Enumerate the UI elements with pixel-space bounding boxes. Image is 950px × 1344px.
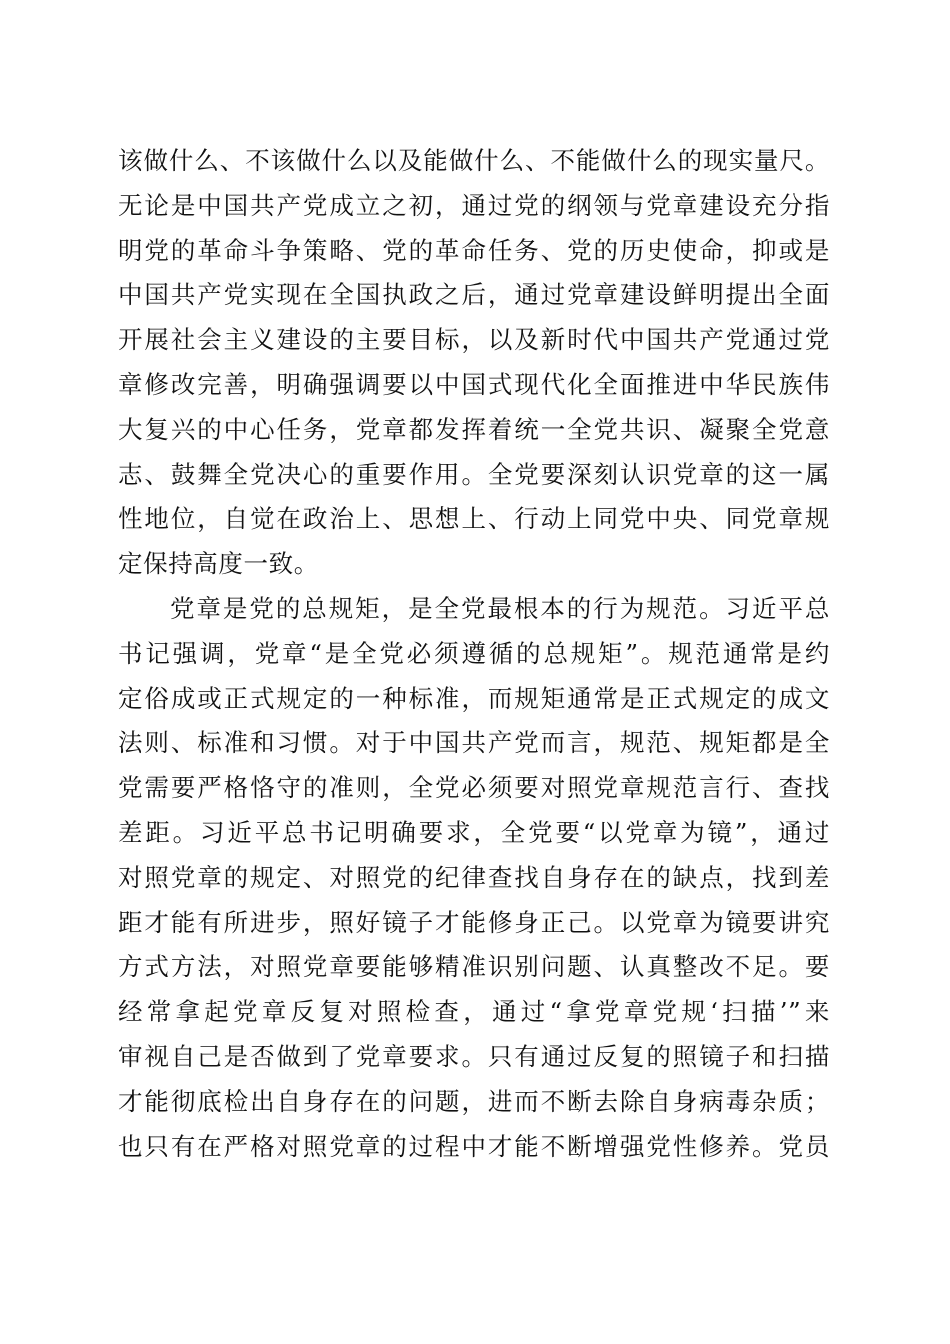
text-line: 经常拿起党章反复对照检查，通过“拿党章党规‘扫描’”来 — [118, 997, 830, 1027]
text-line: 对照党章的规定、对照党的纪律查找自身存在的缺点，找到差 — [118, 862, 830, 892]
text-line: 才能彻底检出自身存在的问题，进而不断去除自身病毒杂质； — [118, 1086, 830, 1116]
text-line: 定俗成或正式规定的一种标准，而规矩通常是正式规定的成文 — [118, 683, 830, 713]
text-line: 开展社会主义建设的主要目标，以及新时代中国共产党通过党 — [118, 325, 830, 355]
text-line: 性地位，自觉在政治上、思想上、行动上同党中央、同党章规 — [118, 504, 830, 534]
text-line: 党需要严格恪守的准则，全党必须要对照党章规范言行、查找 — [118, 773, 830, 803]
paragraph-2 — [118, 587, 830, 1169]
text-line: 方式方法，对照党章要能够精准识别问题、认真整改不足。要 — [118, 952, 830, 982]
text-line: 距才能有所进步，照好镜子才能修身正己。以党章为镜要讲究 — [118, 907, 830, 937]
text-line: 书记强调，党章“是全党必须遵循的总规矩”。规范通常是约 — [118, 638, 830, 668]
text-line: 定保持高度一致。 — [118, 549, 319, 579]
text-line: 明党的革命斗争策略、党的革命任务、党的历史使命，抑或是 — [118, 235, 830, 265]
text-line: 法则、标准和习惯。对于中国共产党而言，规范、规矩都是全 — [118, 728, 830, 758]
text-line: 审视自己是否做到了党章要求。只有通过反复的照镜子和扫描 — [118, 1041, 830, 1071]
text-line: 党章是党的总规矩，是全党最根本的行为规范。习近平总 — [170, 593, 830, 623]
text-line: 无论是中国共产党成立之初，通过党的纲领与党章建设充分指 — [118, 190, 830, 220]
text-line: 该做什么、不该做什么以及能做什么、不能做什么的现实量尺。 — [118, 146, 830, 175]
text-line: 志、鼓舞全党决心的重要作用。全党要深刻认识党章的这一属 — [118, 459, 830, 489]
text-line: 也只有在严格对照党章的过程中才能不断增强党性修养。党员 — [118, 1131, 830, 1161]
paragraph-1 — [118, 139, 830, 587]
text-line: 大复兴的中心任务，党章都发挥着统一全党共识、凝聚全党意 — [118, 414, 830, 444]
text-line: 中国共产党实现在全国执政之后，通过党章建设鲜明提出全面 — [118, 280, 830, 310]
text-line: 章修改完善，明确强调要以中国式现代化全面推进中华民族伟 — [118, 369, 830, 399]
body-text — [118, 139, 830, 1169]
text-line: 差距。习近平总书记明确要求，全党要“以党章为镜”，通过 — [118, 817, 830, 847]
